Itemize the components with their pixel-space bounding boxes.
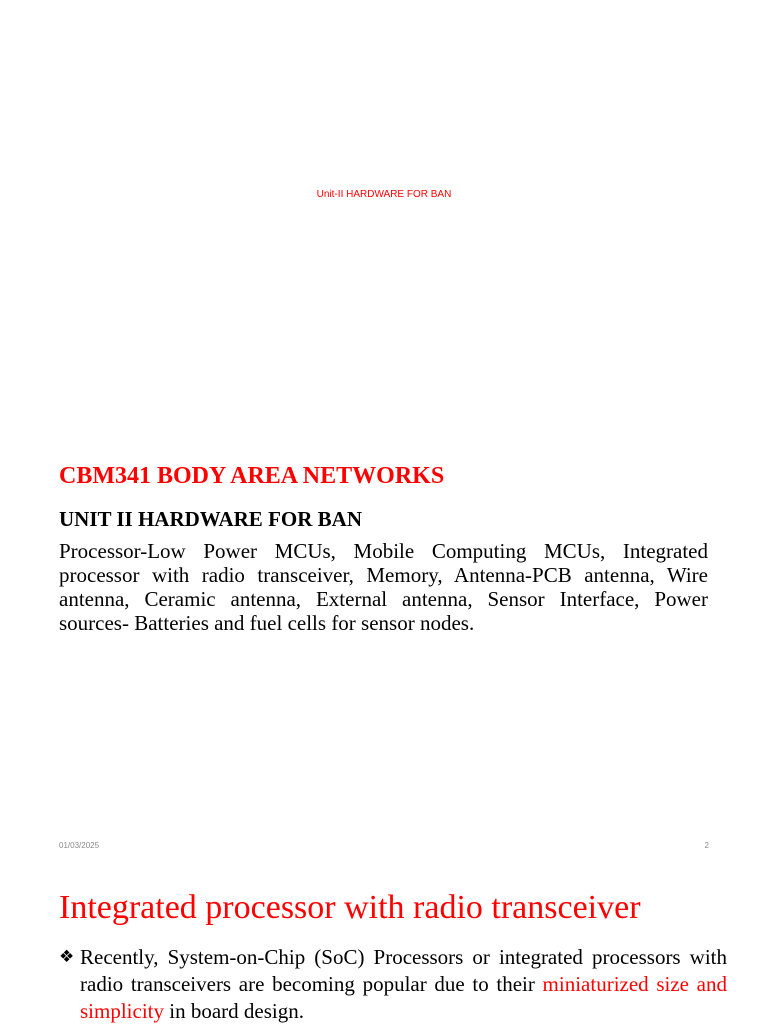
bullet-item bbox=[59, 944, 727, 1025]
bullet-text-before: Recently, System-on-Chip (SoC) Processors or integrated processors with radio transceivers are becoming popular due to their bbox=[80, 945, 727, 996]
footer-date: 01/03/2025 bbox=[59, 841, 100, 850]
slide-header: Unit-II HARDWARE FOR BAN bbox=[316, 189, 452, 200]
bullet-text-after: in board design. bbox=[164, 999, 304, 1023]
unit-description: Processor-Low Power MCUs, Mobile Computing MCUs, Integrated processor with radio transceiver, Memory, Antenna-PCB antenna, Wire antenna, Ceramic antenna, External antenna, Sensor Interface, Power sources- Batteries and fuel cells for sensor nodes. bbox=[59, 539, 708, 635]
course-title: CBM341 BODY AREA NETWORKS bbox=[59, 463, 445, 489]
page-number: 2 bbox=[704, 841, 709, 850]
diamond-bullet-icon: ❖ bbox=[59, 947, 75, 967]
bullet-text bbox=[80, 944, 727, 1025]
slide-2 bbox=[0, 860, 768, 1024]
slide-title: Integrated processor with radio transceiver bbox=[59, 889, 641, 926]
unit-title: UNIT II HARDWARE FOR BAN bbox=[59, 507, 362, 531]
bullet-highlight: miniaturized size and simplicity bbox=[80, 972, 727, 1023]
